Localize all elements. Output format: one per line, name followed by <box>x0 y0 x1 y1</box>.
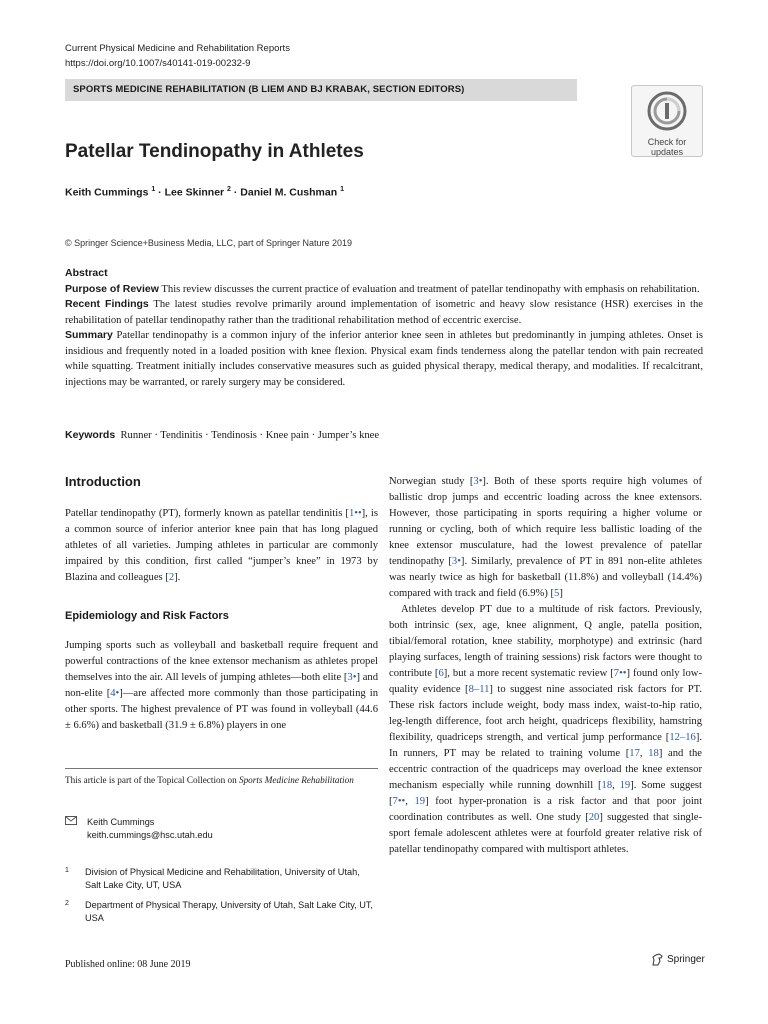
summary-text: Patellar tendinopathy is a common injury of the inferior anterior knee seen in athletes but predominantly in jumping athletes. Onset is insidious and frequently noted in a loaded position with knee flexion. Physical exam finds tenderness along the patellar tendon with pain recreated while squatting. Treatment initially includes conservative measures such as guided physical therapy, medical therapy, and modalities. If recalcitrant, injections may be warranted, or rarely surgery may be considered. <box>65 330 703 388</box>
check-for-updates-button[interactable] <box>631 85 703 157</box>
author-separator: · <box>155 186 165 199</box>
text-run: ] to suggest nine associated risk factors for PT. These risk factors include weight, body mass index, waist-to-hip ratio, leg-length difference, foot arch height, quadriceps flexibility, hamstring flexibility, quadriceps strength, and vertical jump performance [ <box>389 684 702 743</box>
text-run: ]—are affected more commonly than those participating in other sports. The highest prevalence of PT was found in volleyball (44.6 ± 6.6%) and basketball (31.9 ± 6.8%) players in one <box>65 688 378 731</box>
affiliation-text: Department of Physical Therapy, University of Utah, Salt Lake City, UT, USA <box>85 900 373 923</box>
text-run: ] and non-elite [ <box>65 672 378 699</box>
text-run: ] <box>559 588 563 599</box>
findings-label: Recent Findings <box>65 298 149 310</box>
citation-link[interactable]: 19 <box>414 796 426 807</box>
text-run: ], but a more recent systematic review [ <box>443 668 614 679</box>
risk-factors-paragraph <box>389 602 702 858</box>
citation-link[interactable]: 8–11 <box>468 684 490 695</box>
doi-link[interactable]: https://doi.org/10.1007/s40141-019-00232-9 <box>65 58 251 69</box>
collection-name: Sports Medicine Rehabilitation <box>238 775 354 785</box>
topical-collection-note <box>65 768 378 787</box>
abstract-heading: Abstract <box>65 267 108 279</box>
citation-link[interactable]: 3• <box>473 476 483 487</box>
author-affiliation-marker: 1 <box>340 186 344 193</box>
author-list <box>65 186 344 199</box>
text-run: ]. Both of these sports require high volumes of ballistic drop jumps and eccentric loading across the knee extensors. However, those participating in sports requiring a higher volume or running or cycling, both of which require less ballistic loading of the knee extensor musculature, had the lowest prevalence of patellar tendinopathy [ <box>389 476 702 567</box>
affiliation-text: Division of Physical Medicine and Rehabilitation, University of Utah, Salt Lake City, UT, USA <box>85 867 360 890</box>
citation-link[interactable]: 2 <box>168 572 175 583</box>
text-run: Athletes develop PT due to a multitude of risk factors. Previously, both intrinsic (sex, age, knee alignment, Q angle, patella position, tibial/femoral rotation, knee stability, morphotype) and extrinsic (hard playing surfaces, length of training sessions) risk factors were thought to contribute [ <box>389 604 702 679</box>
author-name[interactable]: Keith Cummings <box>65 186 149 199</box>
affiliation-number: 1 <box>65 867 69 874</box>
citation-link[interactable]: 18 <box>648 748 659 759</box>
text-run: ]. In runners, PT may be related to training volume [ <box>389 732 702 759</box>
affiliation-number: 2 <box>65 900 69 907</box>
contact-name: Keith Cummings <box>87 817 155 827</box>
springer-logo <box>651 953 705 966</box>
copyright-notice: © Springer Science+Business Media, LLC, part of Springer Nature 2019 <box>65 238 353 248</box>
article-title: Patellar Tendinopathy in Athletes <box>65 141 364 162</box>
springer-horse-icon <box>651 953 664 966</box>
citation-link[interactable]: 17 <box>629 748 640 759</box>
text-run: ]. <box>174 572 181 583</box>
citation-link[interactable]: 5 <box>554 588 560 599</box>
text-run: ] suggested that single-sport female adolescent athletes were at fourfold greater relative risk of patellar tendinopathy compared with multisport athletes. <box>389 812 702 855</box>
text-run: , <box>612 780 620 791</box>
citation-link[interactable]: 4• <box>110 688 120 699</box>
epidemiology-paragraph <box>65 638 378 734</box>
author-affiliation-marker: 1 <box>151 186 156 193</box>
citation-link[interactable]: 12–16 <box>669 732 696 743</box>
affiliation-2 <box>65 899 378 925</box>
check-for-updates-icon <box>647 91 687 131</box>
summary-label: Summary <box>65 329 113 341</box>
introduction-paragraph <box>65 506 378 586</box>
check-for-updates-line1: Check for <box>647 137 687 147</box>
text-run: , <box>639 748 649 759</box>
keywords-text: Runner · Tendinitis · Tendinosis · Knee pain · Jumper’s knee <box>120 430 380 441</box>
author-affiliation-marker: 2 <box>227 186 231 193</box>
purpose-text: This review discusses the current practice of evaluation and treatment of patellar tendinopathy with emphasis on rehabilitation. <box>161 283 700 295</box>
text-run: ], is a common source of inferior anterior knee pain that has long plagued athletes of all varieties. Jumping athletes in particular are commonly impaired by this condition, first called “jumper’s knee” in 1973 by Blazina and colleagues [ <box>65 508 378 583</box>
findings-text: The latest studies revolve primarily around implementation of isometric and heavy slow resistance (HSR) exercises in the rehabilitation of patellar tendinopathy rather than the traditional rehabilitation method of eccentric exercise. <box>65 299 703 326</box>
epidemiology-heading: Epidemiology and Risk Factors <box>65 610 229 622</box>
journal-name: Current Physical Medicine and Rehabilitation Reports <box>65 43 290 54</box>
keywords-label: Keywords <box>65 429 116 441</box>
text-run: Jumping sports such as volleyball and basketball require frequent and powerful contractions of the knee extensor mechanism as athletes propel themselves into the air. All levels of jumping athletes—both elite [ <box>65 640 378 683</box>
abstract-findings <box>65 297 703 328</box>
right-column <box>389 474 702 858</box>
left-column <box>65 474 378 734</box>
publisher-name: Springer <box>667 954 705 966</box>
text-run: ] foot hyper-pronation is a risk factor and that poor joint coordination contributes as well. One study [ <box>389 796 703 823</box>
purpose-label: Purpose of Review <box>65 282 159 295</box>
text-run: ] found only low-quality evidence [ <box>389 668 702 695</box>
abstract <box>65 266 703 390</box>
epidemiology-continued-paragraph <box>389 474 702 602</box>
text-run: , <box>405 796 415 807</box>
author-name[interactable]: Daniel M. Cushman <box>240 186 338 199</box>
journal-header <box>65 41 290 71</box>
abstract-purpose <box>65 282 703 298</box>
affiliation-1 <box>65 866 378 892</box>
citation-link[interactable]: 1•• <box>348 508 362 519</box>
published-date: Published online: 08 June 2019 <box>65 959 191 970</box>
corresponding-author <box>65 816 213 842</box>
citation-link[interactable]: 18 <box>601 780 613 791</box>
text-run: Patellar tendinopathy (PT), formerly known as patellar tendinitis [ <box>65 508 349 519</box>
citation-link[interactable]: 3• <box>451 556 461 567</box>
text-run: ] and the eccentric contraction of the quadriceps may overload the knee extensor mechanism especially while running downhill [ <box>389 748 702 791</box>
text-run: ]. Similarly, prevalence of PT in 891 non-elite athletes was nearly twice as high for basketball (11.8%) and volleyball (14.4%) compared with track and field (6.9%) [ <box>389 556 702 599</box>
abstract-summary <box>65 328 703 390</box>
envelope-icon <box>65 816 77 825</box>
citation-link[interactable]: 19 <box>619 780 631 791</box>
section-banner: SPORTS MEDICINE REHABILITATION (B LIEM AND BJ KRABAK, SECTION EDITORS) <box>65 79 577 101</box>
citation-link[interactable]: 7•• <box>392 796 406 807</box>
check-for-updates-line2: updates <box>650 147 684 157</box>
author-name[interactable]: Lee Skinner <box>164 186 225 199</box>
note-prefix: This article is part of the Topical Collection on <box>65 775 239 785</box>
citation-link[interactable]: 6 <box>438 668 444 679</box>
introduction-heading: Introduction <box>65 474 141 489</box>
contact-email[interactable]: keith.cummings@hsc.utah.edu <box>87 830 213 840</box>
citation-link[interactable]: 20 <box>588 812 600 823</box>
author-separator: · <box>230 186 241 199</box>
text-run: ]. Some suggest [ <box>389 780 703 807</box>
citation-link[interactable]: 3• <box>347 672 357 683</box>
citation-link[interactable]: 7•• <box>613 668 627 679</box>
text-run: Norwegian study [ <box>389 476 474 487</box>
keywords <box>65 429 379 441</box>
